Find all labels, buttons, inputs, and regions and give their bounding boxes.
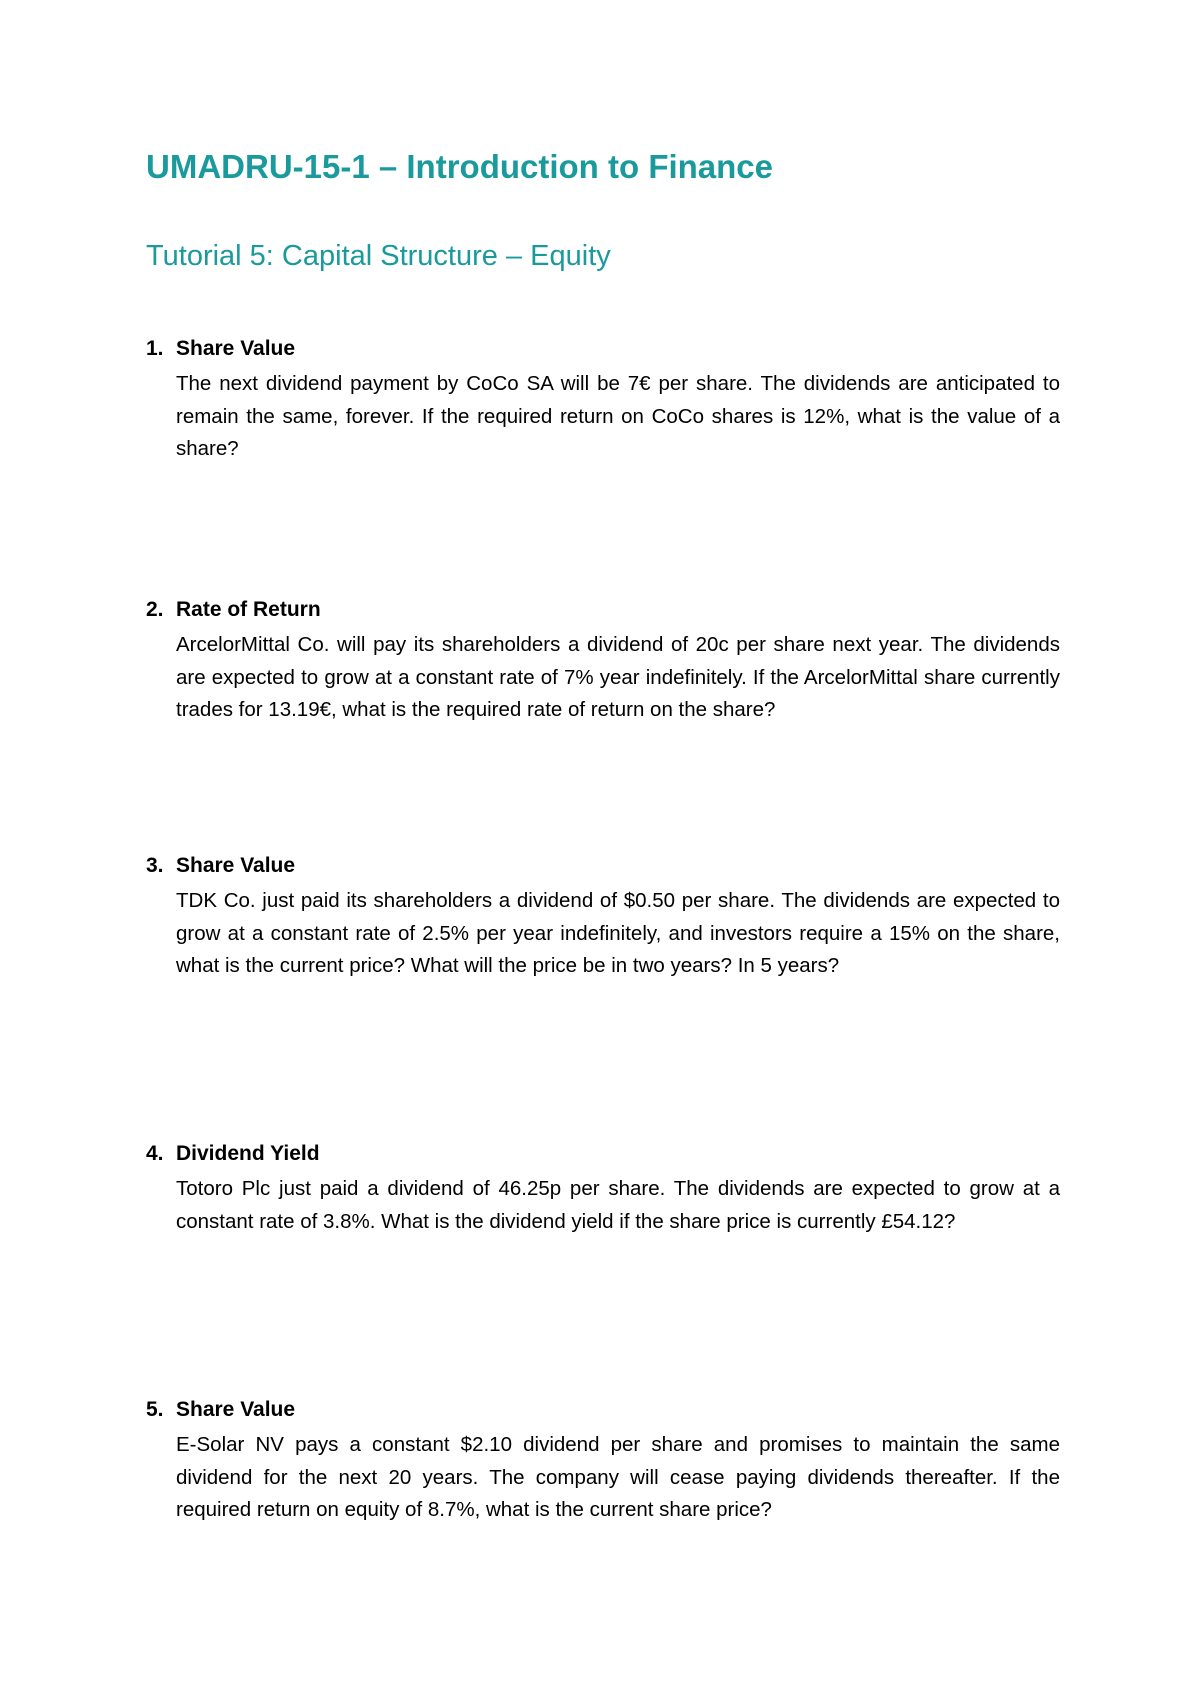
question-number: 1. bbox=[146, 337, 164, 360]
question-text: The next dividend payment by CoCo SA will be 7€ per share. The dividends are anticipated to remain the same, forever. If the required return on CoCo shares is 12%, what is the value of a share? bbox=[176, 372, 1060, 460]
question-text: E-Solar NV pays a constant $2.10 dividend per share and promises to maintain the same dividend for the next 20 years. The company will cease paying dividends thereafter. If the required return on equity of 8.7%, what is the current share price? bbox=[176, 1433, 1060, 1521]
question-5 bbox=[146, 1397, 1060, 1527]
question-heading bbox=[146, 336, 1060, 362]
question-number: 5. bbox=[146, 1398, 164, 1421]
question-1 bbox=[146, 336, 1060, 466]
question-title: Dividend Yield bbox=[176, 1142, 320, 1165]
question-title: Share Value bbox=[176, 1398, 296, 1421]
question-heading bbox=[146, 853, 1060, 879]
document-title: UMADRU-15-1 – Introduction to Finance bbox=[146, 148, 774, 185]
question-text: ArcelorMittal Co. will pay its shareholders a dividend of 20c per share next year. The dividends are expected to grow at a constant rate of 7% year indefinitely. If the ArcelorMittal share currently trades for 13.19€, what is the required rate of return on the share? bbox=[176, 633, 1060, 721]
question-number: 2. bbox=[146, 598, 164, 621]
question-title: Share Value bbox=[176, 854, 296, 877]
question-text: Totoro Plc just paid a dividend of 46.25p per share. The dividends are expected to grow at a constant rate of 3.8%. What is the dividend yield if the share price is currently £54.12? bbox=[176, 1177, 1060, 1233]
question-heading bbox=[146, 1397, 1060, 1423]
document-subtitle: Tutorial 5: Capital Structure – Equity bbox=[146, 240, 611, 272]
question-number: 4. bbox=[146, 1142, 164, 1165]
question-3 bbox=[146, 853, 1060, 983]
question-number: 3. bbox=[146, 854, 164, 877]
question-text: TDK Co. just paid its shareholders a dividend of $0.50 per share. The dividends are expected to grow at a constant rate of 2.5% per year indefinitely, and investors require a 15% on the share, what is the current price? What will the price be in two years? In 5 years? bbox=[176, 889, 1060, 977]
question-4 bbox=[146, 1141, 1060, 1238]
question-title: Share Value bbox=[176, 337, 296, 360]
question-heading bbox=[146, 597, 1060, 623]
question-heading bbox=[146, 1141, 1060, 1167]
question-title: Rate of Return bbox=[176, 598, 321, 621]
question-2 bbox=[146, 597, 1060, 727]
